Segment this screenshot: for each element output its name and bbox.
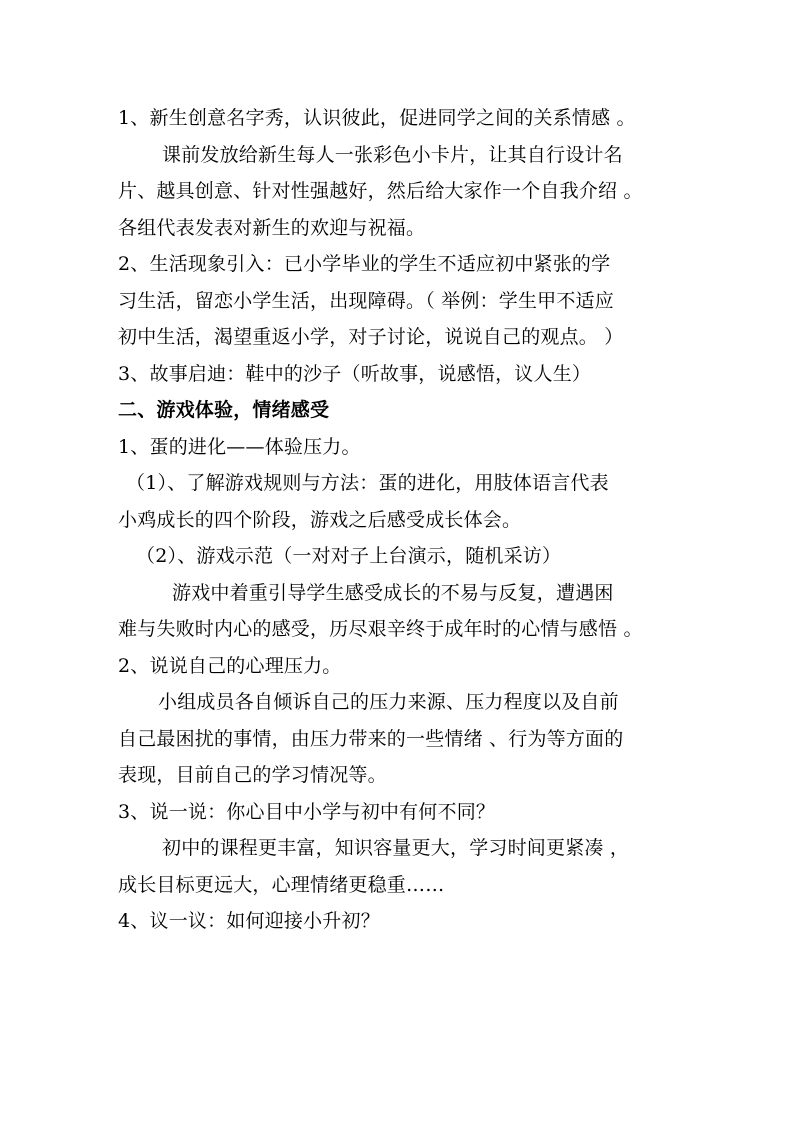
document-body [118,100,684,940]
paragraph-line: 游戏中着重引导学生感受成长的不易与反复，遭遇困 [172,581,614,604]
item-2-heading: 2、生活现象引入：已小学毕业的学生不适应初中紧张的学 [118,253,611,275]
paragraph-line: （2）、游戏示范（一对对子上台演示，随机采访） [136,545,562,567]
paragraph-line: 自己最困扰的事情，由压力带来的一些情绪 、行为等方面的 [118,727,624,750]
paragraph-line: 课前发放给新生每人一张彩色小卡片，让其自行设计名 [162,143,623,166]
subsection-heading: 4、议一议：如何迎接小升初？ [118,910,380,932]
subsection-heading: 2、说说自己的心理压力。 [118,654,342,677]
subsection-heading: 3、说一说：你心目中小学与初中有何不同？ [118,800,496,823]
paragraph-line: 习生活，留恋小学生活，出现障碍。（ 举例：学生甲不适应 [118,289,614,312]
paragraph-line: 小组成员各自倾诉自己的压力来源、压力程度以及自前 [158,691,619,713]
subsection-heading: 1、蛋的进化——体验压力。 [118,435,361,458]
paragraph-line: 难与失败时内心的感受，历尽艰辛终于成年时的心情与感悟 。 [118,618,643,640]
paragraph-line: 成长目标更远大，心理情绪更稳重…… [118,873,445,896]
paragraph-line: 片、越具创意、针对性强越好，然后给大家作一个自我介绍 。 [118,180,643,202]
paragraph-line: （1）、了解游戏规则与方法：蛋的进化，用肢体语言代表 [126,472,609,494]
paragraph-line: 小鸡成长的四个阶段，游戏之后感受成长体会。 [118,508,522,531]
paragraph-line: 表现，目前自己的学习情况等。 [118,764,387,786]
paragraph-line: 各组代表发表对新生的欢迎与祝福。 [118,216,426,239]
section-heading: 二、游戏体验，情绪感受 [118,399,330,421]
item-3-heading: 3、故事启迪：鞋中的沙子（听故事，说感悟，议人生） [118,362,592,385]
paragraph-line: 初中的课程更丰富，知识容量更大，学习时间更紧凑 ， [162,837,630,859]
paragraph-line: 初中生活，渴望重返小学，对子讨论，说说自己的观点。 ） [118,326,624,348]
item-1-heading: 1、新生创意名字秀，认识彼此，促进同学之间的关系情感 。 [118,107,636,129]
